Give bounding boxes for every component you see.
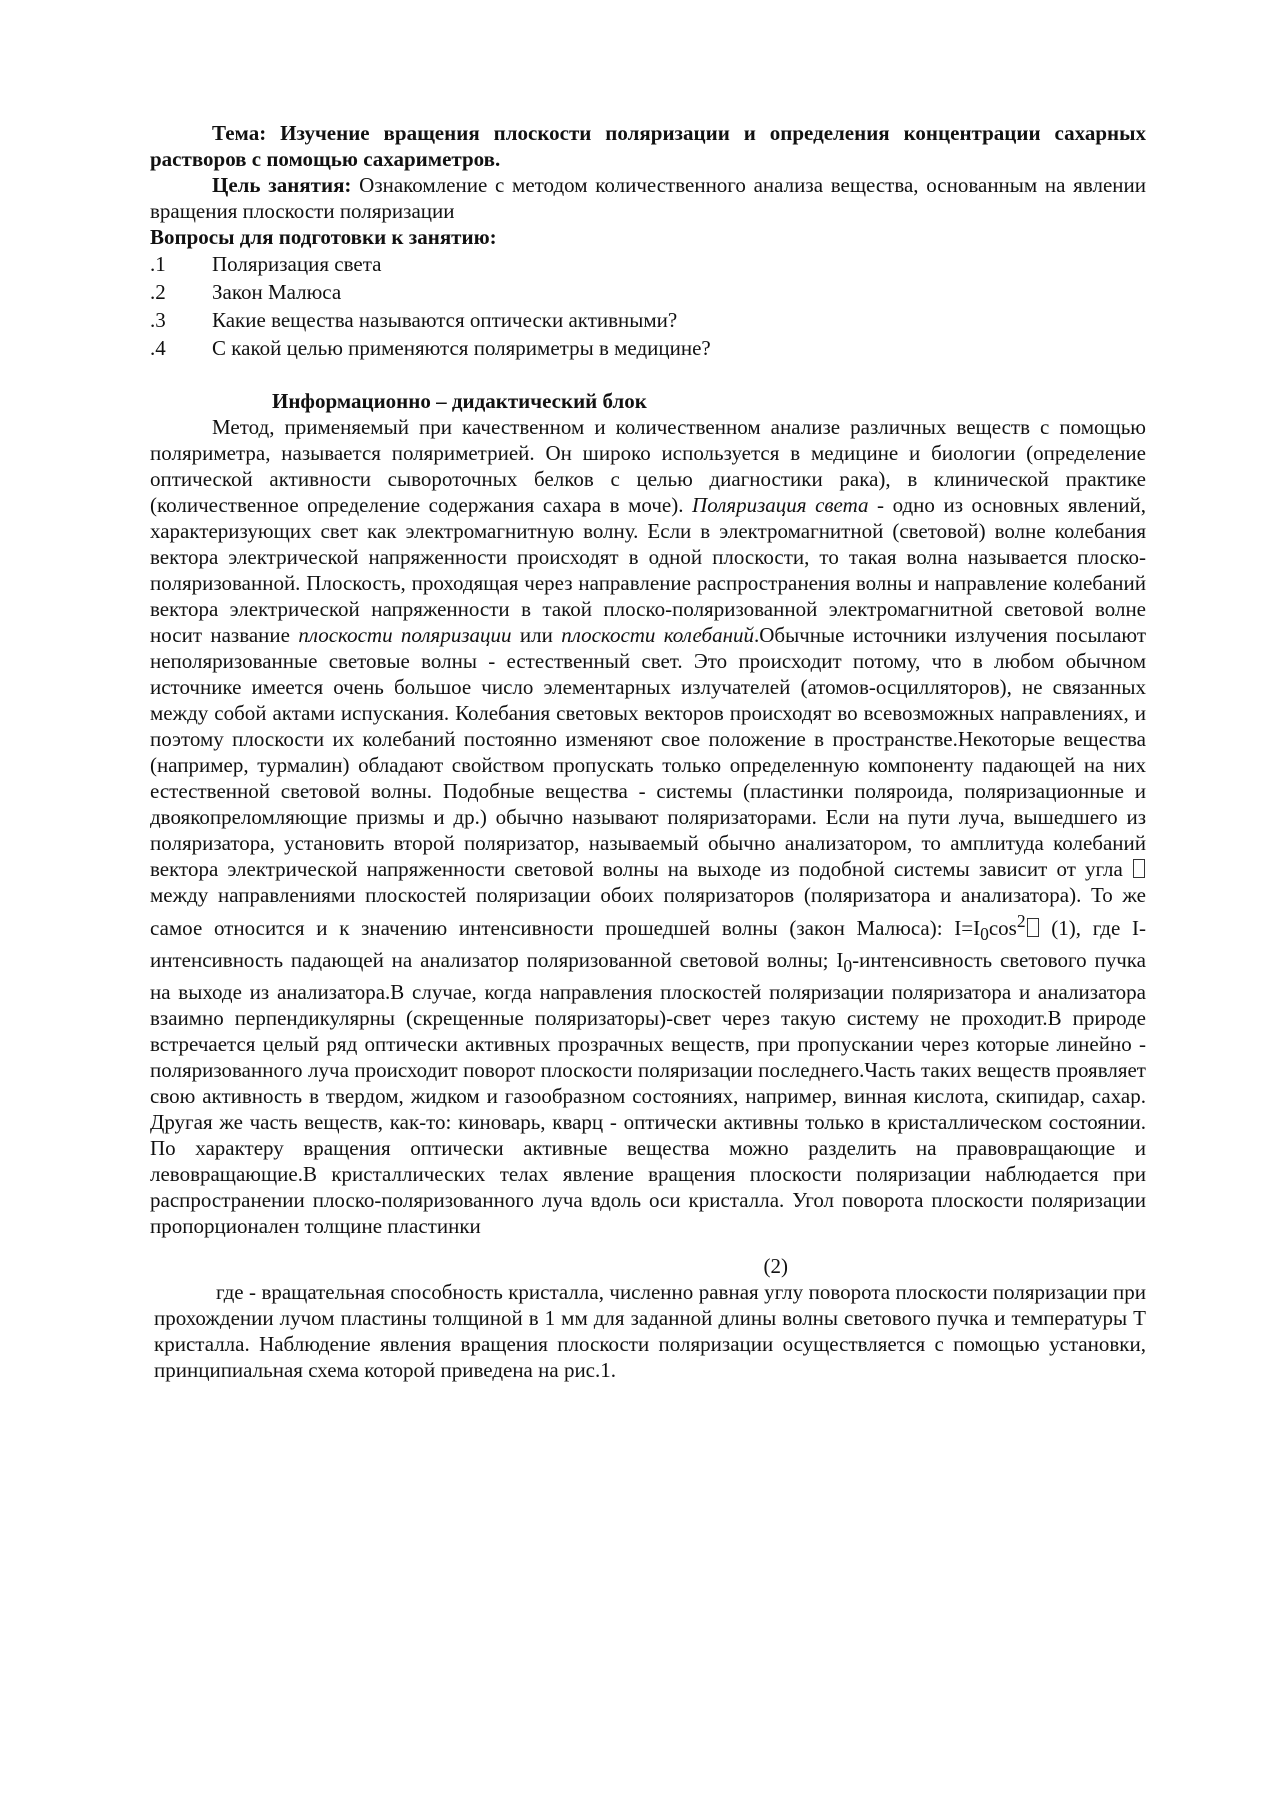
goal-label: Цель занятия: xyxy=(212,173,352,197)
info-italic-plane-polarization: плоскости поляризации xyxy=(298,623,512,647)
info-paragraph xyxy=(150,414,1146,1239)
question-item xyxy=(150,250,1146,278)
info-text-or: или xyxy=(511,623,562,647)
question-text: С какой целью применяются поляриметры в медицине? xyxy=(212,336,711,360)
info-italic-polarization: Поляризация света xyxy=(692,493,869,517)
question-number: .3 xyxy=(150,308,166,332)
question-text: Поляризация света xyxy=(212,252,382,276)
goal-paragraph xyxy=(150,172,1146,224)
question-text: Закон Малюса xyxy=(212,280,342,304)
topic-text: Изучение вращения плоскости поляризации и определения концентрации сахарных растворов с помощью сахариметров. xyxy=(150,121,1146,171)
subscript-zero: 0 xyxy=(980,924,989,945)
info-text-c: .Обычные источники излучения посылают неполяризованные световые волны - естественный свет. Это происходит потому, что в любом обычном источнике имеется очень большое число элементарных излучателей (атомов-осцилляторов), не связанных между собой актами испускания. Колебания световых векторов происходят во всевозможных направлениях, и поэтому плоскости их колебаний постоянно изменяют свое положение в пространстве.Некоторые вещества (например, турмалин) обладают свойством пропускать только определенную компоненту падающей на них естественной световой волны. Подобные вещества - системы (пластинки поляроида, поляризационные и двоякопреломляющие призмы и др.) обычно называют поляризаторами. Если на пути луча, вышедшего из поляризатора, установить второй поляризатор, называемый обычно анализатором, то амплитуда колебаний вектора электрической напряженности световой волны на выходе из подобной системы зависит от угла xyxy=(150,623,1147,881)
question-number: .2 xyxy=(150,280,166,304)
goal-text: Ознакомление с методом количественного анализа вещества, основанным на явлении вращения плоскости поляризации xyxy=(150,173,1146,223)
question-item xyxy=(150,306,1146,334)
questions-list xyxy=(150,250,1146,362)
info-text-b: - одно из основных явлений, характеризующих свет как электромагнитную волну. Если в электромагнитной (световой) волне колебания вектора электрической напряженности происходят в одной плоскости, то такая волна называется плоско-поляризованной. Плоскость, проходящая через направление распространения волны и направление колебаний вектора электрической напряженности в такой плоско-поляризованной электромагнитной световой волне носит название xyxy=(150,493,1146,647)
info-text-d: между направлениями плоскостей поляризации обоих поляризаторов (поляризатора и анализатора). То же самое относится и к значению интенсивности прошедшей волны (закон Малюса): I=I xyxy=(150,883,1146,940)
question-number: .1 xyxy=(150,252,166,276)
info-text-a: Метод, применяемый при качественном и количественном анализе различных веществ с помощью поляриметра, называется поляриметрией. Он широко используется в медицине и биологии (определение оптической активности сывороточных белков с целью диагностики рака), в клинической практике (количественное определение содержания сахара в моче). xyxy=(150,415,1146,517)
missing-glyph-icon xyxy=(1027,918,1039,937)
cos-text: cos xyxy=(988,916,1017,940)
subscript-zero: 0 xyxy=(843,956,853,977)
question-item xyxy=(150,334,1146,362)
where-paragraph: где - вращательная способность кристалла, численно равная углу поворота плоскости поляризации при прохождении лучом пластины толщиной в 1 мм для заданной длины волны светового пучка и температуры Т кристалла. Наблюдение явления вращения плоскости поляризации осуществляется с помощью установки, принципиальная схема которой приведена на рис.1. xyxy=(154,1280,1146,1383)
question-number: .4 xyxy=(150,336,166,360)
question-item xyxy=(150,278,1146,306)
document-content xyxy=(150,120,1146,1383)
questions-heading: Вопросы для подготовки к занятию: xyxy=(150,225,497,249)
question-text: Какие вещества называются оптически активными? xyxy=(212,308,678,332)
info-block-title: Информационно – дидактический блок xyxy=(272,389,647,413)
info-text-e: (1), где I-интенсивность падающей на анализатор поляризованной световой волны; I xyxy=(150,916,1146,973)
missing-glyph-icon xyxy=(1133,859,1145,878)
topic-paragraph xyxy=(150,120,1146,172)
equation-2-label: (2) xyxy=(763,1254,788,1279)
info-text-f: -интенсивность светового пучка на выходе из анализатора.В случае, когда направления плоскостей поляризации поляризатора и анализатора взаимно перпендикулярны (скрещенные поляризаторы)-свет через такую систему не проходит.В природе встречается целый ряд оптически активных прозрачных веществ, при пропускании через которые линейно - поляризованного луча происходит поворот плоскости поляризации последнего.Часть таких веществ проявляет свою активность в твердом, жидком и газообразном состояниях, например, винная кислота, скипидар, сахар. Другая же часть веществ, как-то: киноварь, кварц - оптически активны только в кристаллическом состоянии. По характеру вращения оптически активные вещества можно разделить на правовращающие и левовращающие.В кристаллических телах явление вращения плоскости поляризации наблюдается при распространении плоско-поляризованного луча вдоль оси кристалла. Угол поворота плоскости поляризации пропорционален толщине пластинки xyxy=(150,948,1146,1239)
superscript-two: 2 xyxy=(1016,911,1026,931)
topic-label: Тема: xyxy=(212,121,267,145)
info-italic-plane-oscillation: плоскости колебаний xyxy=(561,623,754,647)
